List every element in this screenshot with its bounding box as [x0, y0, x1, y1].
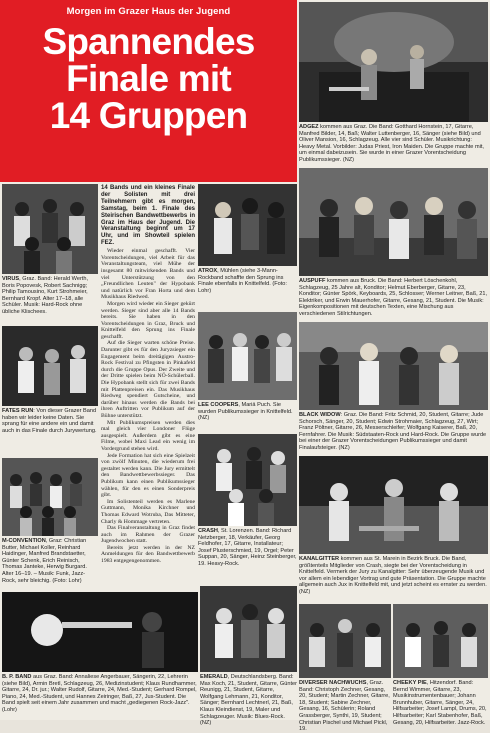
caption-band-name: ATROX [198, 268, 218, 274]
caption-text: , Mariä Puch. Sie wurden Publikumssieger in Knittelfeld. [198, 402, 293, 415]
photo-atrox [198, 184, 297, 266]
caption-fates-run [2, 408, 98, 456]
caption-band-name: KANALGITTER [299, 556, 340, 562]
photo-fates-run [2, 326, 98, 406]
caption-emerald [200, 674, 298, 727]
article-paragraph: Auf die Sieger warten schöne Preise. Darunter gibt es für den Juryzsieger ein Engagement beim dreitägigen Austro-Rock Festival zu Pfingsten in Pinkafeld durch die Gruppe Opus. Der Zweite und der Dritte spielen beim NÖ-Schülerball. Die Hypobank stellt sich für zwei Bands mit Plattenpreisen ein. Das Musikhaus Riedweg spendiert Gutscheine, und darüber hinaus werden die Bands bei ihren Auftritten vor Publikum auf der Bühne unterstützt. [101, 340, 195, 419]
caption-text: , Graz. Band: Christoph Zechner, Gesang, 20, Student; Martin Zechner, Gitarre, 18, Student; Sabine Zechner, Gesang, 16, Schülerin; Roland Grassberger, Synthi, 19, Student; Christian Pischel und Michael Pickl, 19. [299, 680, 390, 733]
photo-m-convention [2, 458, 98, 536]
caption-band-name: M-CONVENTION [2, 538, 46, 544]
caption-text: kommen aus Bruck. Die Band: Herbert Löschenkohl, Schlagzeug, 25 Jahre alt, Konditor; Helmut Eberberger, Gitarre, 23, Konditor; Günter Spörk, Keyboards, 25, Schlosser; Werner Leitner, Baß, 21, Elektriker, und Erwin Mauerhofer, Gitarre, Gesang, 21, Student. Die Musik: Eigenkompositionen mit deutschen Texten, eine Mischung aus verschiedenen Stilrichtungen. [299, 278, 488, 317]
caption-text: , Graz. Band: Herald Werth, Boris Popovesk, Robert Sachnigg; Philip Tamousino, Kurt Strohmeier, Bernhard Kropf. Alter 17–18, alle Schüler. Musik: Hard-Rock ohne übliche Klischees. [2, 276, 89, 315]
article-paragraph: Das Finalveranstaltung in Graz findet auch im Rahmen der Grazer Jugendwochen statt. [101, 525, 195, 545]
kicker-line: Morgen im Grazer Haus der Jugend [66, 6, 231, 17]
headline [0, 23, 297, 134]
caption-atrox [198, 268, 297, 308]
photo-emerald [200, 586, 297, 672]
photo-bp-band [2, 592, 198, 672]
caption-band-name: CHEEKY PIE [393, 680, 427, 686]
caption-band-name: VIRUS [2, 276, 20, 282]
caption-band-name: ADGEZ [299, 124, 319, 130]
headline-line-1: Spannendes [42, 21, 255, 62]
article-body [101, 185, 195, 590]
headline-banner [0, 0, 297, 182]
caption-text: , Mühlen (siehe 3-Mann-Rockband schaffte den Sprung ins Finale ebenfalls in Knittelfeld. [198, 268, 284, 288]
caption-text: : Graz. Die Band: Fritz Schmid, 20, Student, Gitarre; Jude Schorsch, Sänger, 20, Student; Edwin Strohmaier, Schlagzeug, 27, Wirt; Franz Pöltner, Gitarre, 26, Messerschleifer; Wolfgang Kaiserer, Baß, 20, Fernfahrer. Die Musik: Südstaaten-Rock und Hard-Rock. Die Gruppe wurde bei einer der Grazer Vorentscheidungen Publikumssieger und damit Finalaufsteiger. [299, 412, 487, 451]
caption-band-name: B. P. BAND [2, 674, 32, 680]
caption-auspuff [299, 278, 488, 318]
photo-credit: (NZ) [338, 444, 350, 451]
caption-crash [198, 528, 297, 580]
photo-diverser-nachwuchs [299, 604, 391, 678]
caption-band-name: FATES RUN [2, 408, 34, 414]
photo-credit: (Foto: Lohr) [198, 281, 287, 294]
photo-credit: (NZ) [200, 720, 212, 727]
photo-cheeky-pie [393, 604, 488, 678]
caption-diverser-nachwuchs [299, 680, 391, 733]
caption-band-name: LEE COOPERS [198, 402, 239, 408]
caption-text: , Graz: Christian Butter, Michael Koller, Reinhard Haidinger, Manfred Brandstaetter, Günter Schenk, Erich Reinisch, Thomas Janteke, Herwig Burgard. Alter 16–19. – Musik: Funk, Jazz-Rock, sehr bleichig. [2, 538, 87, 584]
photo-auspuff [299, 168, 488, 276]
caption-adgez [299, 124, 488, 164]
caption-kanalgitter [299, 556, 488, 602]
photo-virus [2, 184, 98, 274]
caption-cheeky-pie [393, 680, 488, 726]
caption-text: , Deutschlandsberg. Band: Max Koch, 21, Student, Gitarre, Günter Reunigg, 21, Student, Gitarre, Wolfgang Lehmann, 21, Konditor, Sänger; Bernhard Lechtnerl, 21, Baß, Klaus Kleindienst, 19, Maler und Schlagzeuger. Musik: Blues-Rock. [200, 674, 298, 720]
caption-band-name: CRASH [198, 528, 218, 534]
photo-kanalgitter [299, 456, 488, 554]
article-paragraph: Morgen wird wieder ein Sieger gekürt werden. Sieger sind aber alle 14 Bands bereits. Sie haben in den Vorentscheidungen in Graz, Bruck und Knittelfeld den Sprung ins Finale geschafft. [101, 300, 195, 340]
caption-band-name: DIVERSER NACHWUCHS [299, 680, 367, 686]
article-paragraph: Mit Publikumspreisen werden dies mal gleich vier Londoner Flüge ausgespielt. Außerdem gibt es eine Filme, wobei Maxi Lead ein wenig im Vordergrund stehen wird. [101, 419, 195, 452]
caption-lee-coopers [198, 402, 297, 430]
photo-credit: (Foto: Lohr) [52, 577, 82, 584]
headline-line-2: Finale mit [66, 58, 231, 99]
photo-credit: (NZ) [198, 415, 210, 422]
caption-black-widow [299, 412, 488, 452]
article-paragraph: Wieder einmal geschafft. Vier Vorentscheidungen, viel Arbeit für das Veranstaltungsteam, viel Mühe der insgesamt 80 mitwirkenden Bands und viel Unterstützung von den „Freundlichen Leuten" der Hypobank und natürlich vor Fran Horta und dem Musikhaus Riedwed. [101, 248, 195, 301]
photo-credit: (NZ) [299, 588, 311, 595]
headline-line-3: 14 Gruppen [49, 95, 248, 136]
photo-credit: (NZ) [342, 156, 355, 163]
caption-bp-band [2, 674, 198, 718]
photo-lee-coopers [198, 312, 297, 400]
caption-text: , Hitzendorf. Band: Bernd Wimmer, Gitarre, 23, Musikinstrumentenbauer; Johann Brunnhuber, Gitarre, Sänger, 24, Hilfsarbeiter; Josef Lampl, Drums, 20, Hilfsarbeiter; Karl Stabenhofer, Baß, Gesang, 20, Hilfsarbeiter. Jazz-Rock. [393, 680, 487, 726]
caption-text: kommen aus Graz. Die Band: Gotthard Hornstein, 17, Gitarre, Manfred Bilder, 14, Baß; Walter Luttenberger, 16, Sänger (siehe Bild) und Oliver Mansion, 16, Schlagzeug. Alle vier sind Schüler. Musikrichtung: Heavy Metal. Vorbilder: Judas Priest, Iron Maiden. Die Gruppe machte mit, um einmal dabeizusein. Sie wurde in einer Grazer Vorentscheidung Publikumssieger. [299, 124, 484, 163]
caption-text: : Von dieser Grazer Band haben wir leider keine Daten. Sie sprang für eine andere ein und damit auch in das Finale durch Jurywertung. [2, 408, 97, 434]
photo-black-widow [299, 322, 488, 410]
article-paragraph: Im Solistenteil werden es Marlene Guttmann, Monika Kirchner und Thomas Edward Wotruba, Das Mitteter, Charly & Hommage vertreten. [101, 498, 195, 525]
caption-m-convention [2, 538, 98, 590]
caption-band-name: BLACK WIDOW [299, 412, 341, 418]
caption-text: aus Graz. Band: Annaliese Angerbauer, Sängerin, 22, Lehrerin (siehe Bild), Armin Bretl, Schlagzeug, 26, Medizinstudent; Klaus Rundhammer, Gitarre, 24, Dr. jur.; Walter Rudolf, Gitarre, 24, Med.-Student; Gerhard Rompel, Piano, 24, Med.-Student, und Hannes Zeiringer, Baß, 27, Jus-Student. Die Band spielt seit einem Jahr zusammen und macht „gediegenen Rock-Jazz". [2, 674, 197, 707]
photo-credit: (Lohr) [2, 706, 17, 713]
photo-crash [198, 434, 297, 526]
caption-band-name: EMERALD [200, 674, 228, 680]
caption-virus [2, 276, 98, 324]
caption-band-name: AUSPUFF [299, 278, 326, 284]
caption-text: , St. Lorenzen. Band: Richard Netzberger, 18, Verkäufer, Georg Feldhofer, 17, Gitarre, Installateur; Josef Plusterschmied, 19, Orgel; Peter Suppan, 20, Sänger, Heinz Steinberger, 19. Heavy-Rock. [198, 528, 297, 567]
caption-text: kommen aus St. Marein in Bezirk Bruck. Die Band, größtenteils Mitglieder von Crash, siegte bei der Vorentscheidung in Knittelfeld. Vermerk der Jury zu Kanalgitter: Sehr überzeugende Musik und vor allem ein lebendiger Vortrag und gute Präsentation. Die Gruppe machte allgemein auch Jux in Knittelfeld mit, und jetzt scheint es ernster zu werden. [299, 556, 487, 589]
article-lead: 14 Bands und ein kleines Finale der Solisten mit drei Teilnehmern gibt es morgen, Samstag, beim 1. Finale des Steirischen Bandwettbewerbs in Graz im Haus der Jugend. Die Veranstaltung beginnt um 17 Uhr, und im Showteil spielen FEZ. [101, 185, 195, 247]
article-paragraph: Bereits jetzt werden in der NZ Anmeldungen für den Bandwettbewerb 1983 entgegengenommen. [101, 544, 195, 565]
article-paragraph: Jede Formation hat sich eine Spielzeit von zwölf Minuten, die wiederum frei gestaltet werden kann. Die Jury ermittelt den Bandwettbewerbssieger. Das Publikum kann einen Publikumssieger wählen, für den es einen Sonderpreis gibt. [101, 452, 195, 499]
photo-adgez [299, 2, 488, 122]
